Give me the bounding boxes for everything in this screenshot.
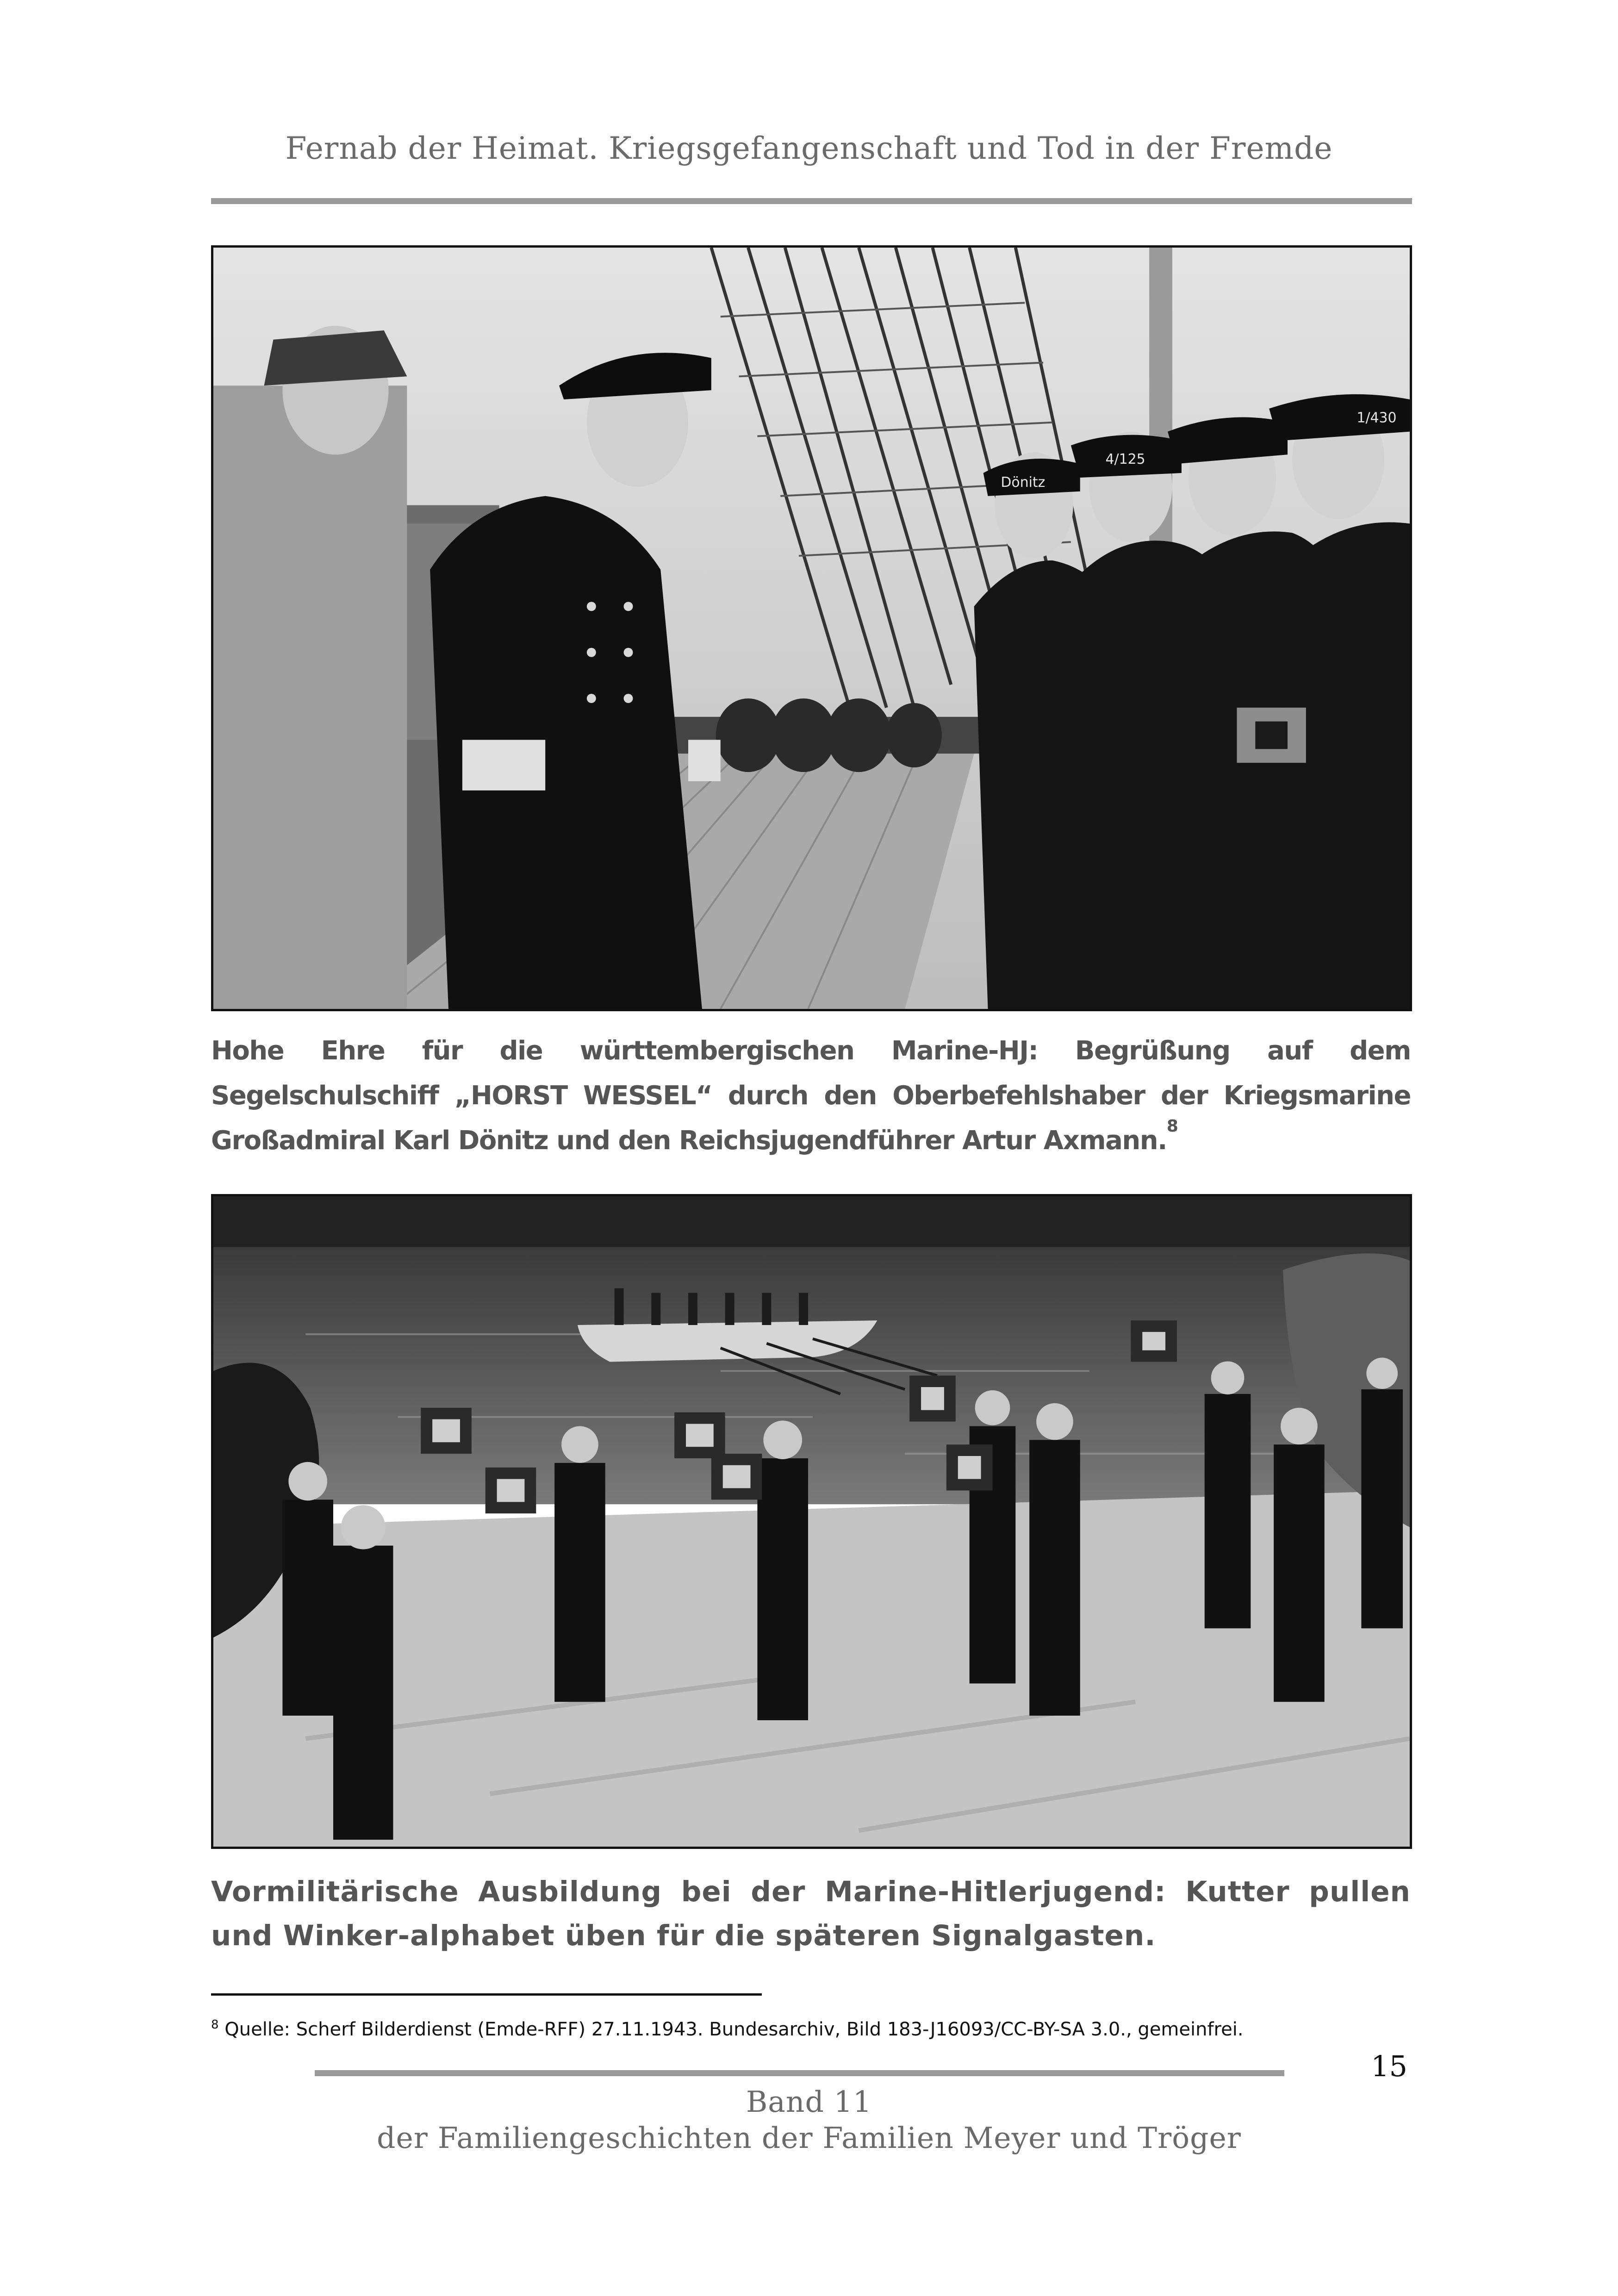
photo-ship-deck-greeting bbox=[211, 245, 1412, 1011]
figure-caption-2: Vormilitärische Ausbildung bei der Marine-Hitlerjugend: Kutter pullen und Winker-alphabet üben für die späteren Signalgasten. bbox=[211, 1875, 1411, 1952]
cap-text-4-125: 1/430 bbox=[1357, 410, 1397, 426]
footnote-text: Quelle: Scherf Bilderdienst (Emde-RFF) 27.11.1943. Bundesarchiv, Bild 183-J16093/CC-BY-SA 3.0., gemeinfrei. bbox=[224, 2019, 1244, 2040]
footer-series: der Familiengeschichten der Familien Meyer und Tröger bbox=[377, 2121, 1241, 2155]
page-number: 15 bbox=[1371, 2049, 1407, 2083]
footer-volume: Band 11 bbox=[746, 2085, 872, 2119]
running-head: Fernab der Heimat. Kriegsgefangenschaft und Tod in der Fremde bbox=[285, 131, 1333, 166]
footnote-ref: 8 bbox=[1166, 1117, 1178, 1136]
footnote-number: 8 bbox=[211, 2018, 219, 2032]
footer-rule bbox=[315, 2070, 1284, 2076]
photo-signal-training-shore bbox=[211, 1194, 1412, 1849]
cap-text-donau: Dönitz bbox=[1001, 474, 1045, 491]
footnote-separator bbox=[211, 1993, 762, 1996]
cap-text-1: 4/125 bbox=[1105, 451, 1145, 468]
figure-caption-1: Hohe Ehre für die württembergischen Marine-HJ: Begrüßung auf dem Segelschulschiff „HORST WESSEL“ durch den Oberbefehlshaber der Kriegsmarine Großadmiral Karl Dönitz und den Reichsjugendführer Artur Axmann.$^8$ bbox=[211, 1036, 1411, 1156]
footnote-8 bbox=[211, 2019, 1414, 2040]
header-rule bbox=[211, 198, 1412, 204]
